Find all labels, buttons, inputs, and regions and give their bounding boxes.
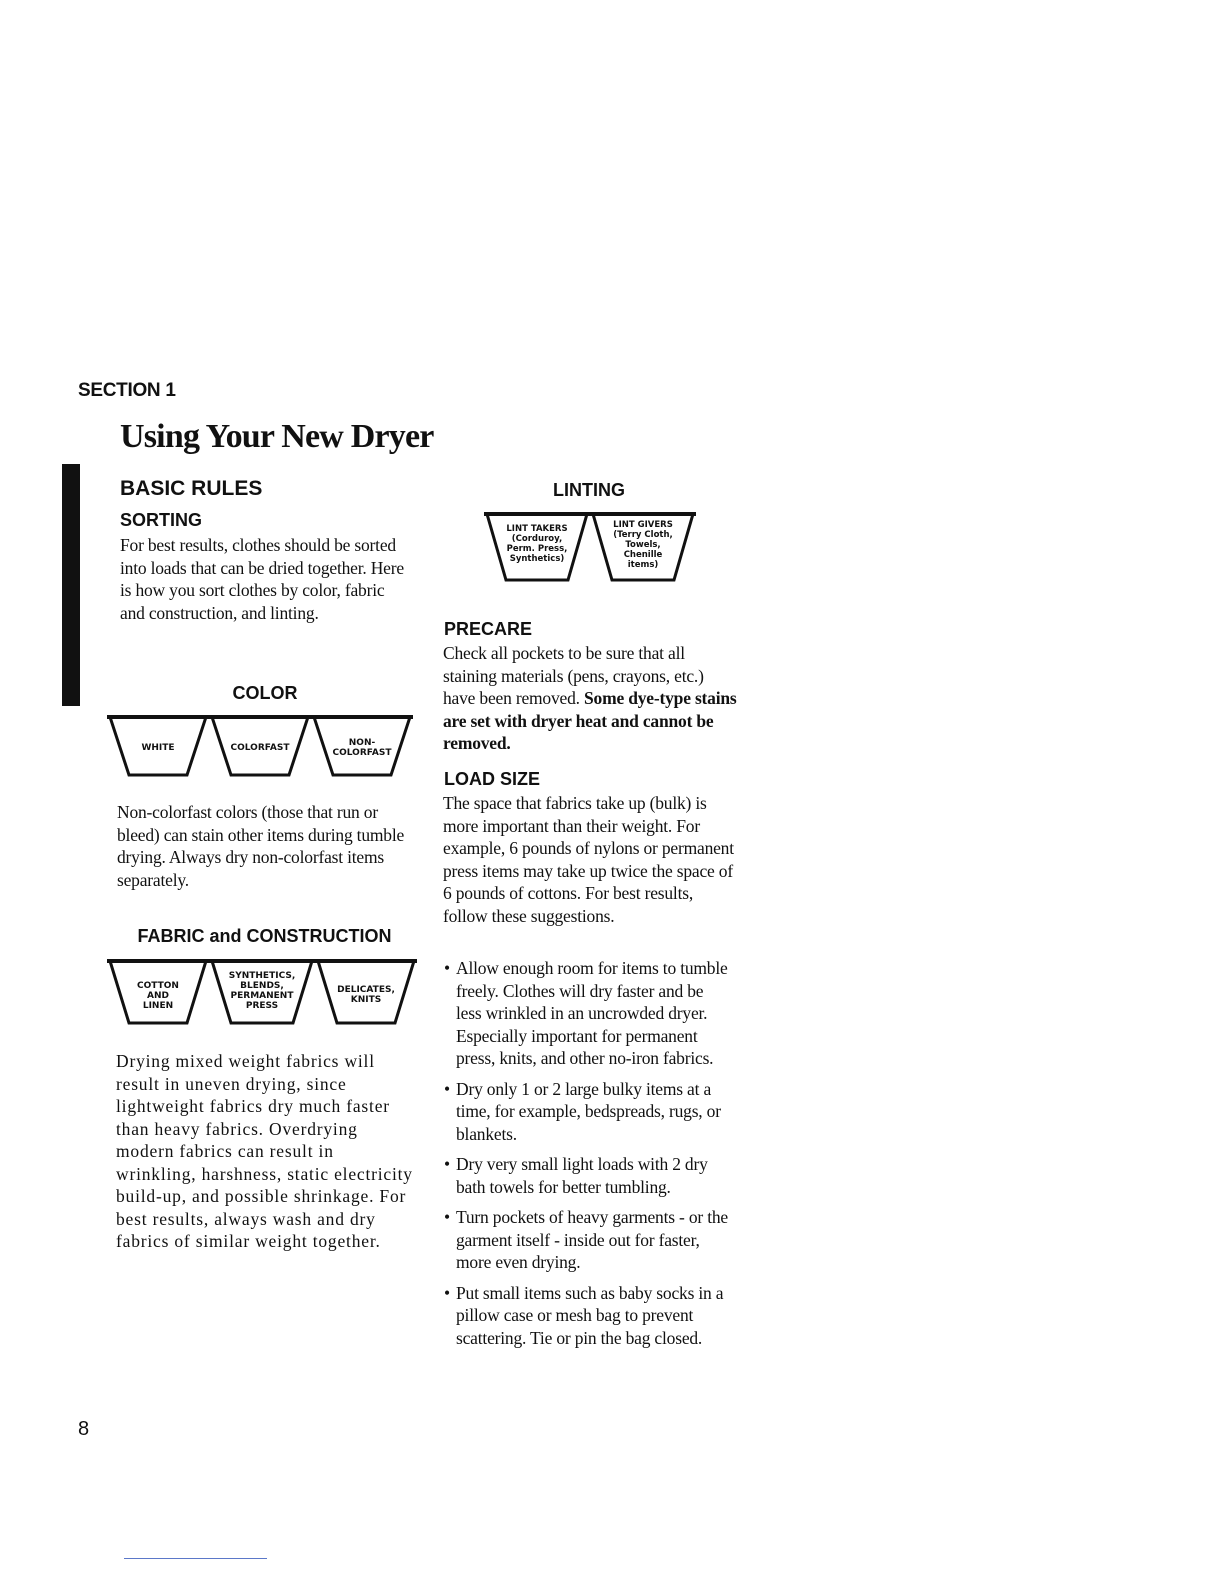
tub-symbol (484, 510, 590, 584)
tub-label-lint-givers: LINT GIVERS (Terry Cloth, Towels, Chenille items) (613, 520, 673, 570)
color-text: Non-colorfast colors (those that run or bleed) can stain other items during tumble drying. Always dry non-colorfast items separately. (117, 802, 405, 890)
precare-heading: PRECARE (444, 619, 533, 639)
page-number: 8 (78, 1418, 90, 1440)
list-item: • Put small items such as baby socks in a pillow case or mesh bag to prevent scattering. Tie or pin the bag closed. (444, 1282, 732, 1350)
tub-symbol (590, 510, 696, 584)
basic-rules-heading: BASIC RULES (120, 477, 263, 500)
tub-label-delicates: DELICATES, KNITS (337, 985, 395, 1005)
color-tubs (107, 713, 413, 779)
load-size-suggestions (444, 957, 732, 1357)
tub-label-lint-takers: LINT TAKERS (Corduroy, Perm. Press, Synthetics) (506, 524, 568, 564)
tub-label-colorfast: COLORFAST (230, 743, 290, 753)
linting-heading: LINTING (553, 480, 625, 500)
linting-tubs (484, 510, 696, 584)
section-tab-marker (62, 464, 80, 706)
tub-symbol (209, 957, 315, 1027)
precare-warning: Some dye-type stains are set with dryer heat and cannot be removed. (443, 688, 737, 753)
tub-label-white: WHITE (141, 743, 175, 753)
color-heading: COLOR (232, 683, 298, 703)
page-title: Using Your New Dryer (120, 418, 434, 455)
tub-symbol (107, 957, 209, 1027)
sorting-text: For best results, clothes should be sorted into loads that can be dried together. Here is how you sort clothes by color, fabric and construction, and linting. (120, 535, 404, 623)
load-size-heading: LOAD SIZE (444, 769, 541, 789)
fabric-text: Drying mixed weight fabrics will result in uneven drying, since lightweight fabrics dry much faster than heavy fabrics. Overdrying modern fabrics can result in wrinkling, harshness, static electricity build-up, and possible shrinkage. For best results, always wash and dry fabrics of similar weight together. (116, 1051, 413, 1251)
tub-symbol (311, 713, 413, 779)
fabric-heading: FABRIC and CONSTRUCTION (137, 926, 392, 946)
tub-symbol (209, 713, 311, 779)
tub-label-cotton-linen: COTTON AND LINEN (137, 981, 179, 1011)
tub-symbol (107, 713, 209, 779)
sorting-heading: SORTING (120, 510, 203, 530)
tub-label-synthetics: SYNTHETICS, BLENDS, PERMANENT PRESS (228, 971, 296, 1011)
tub-symbol (315, 957, 417, 1027)
load-size-text: The space that fabrics take up (bulk) is more important than their weight. For example, 6 pounds of nylons or permanent press items may take up twice the space of 6 pounds of cottons. For best results, follow these suggestions. (443, 793, 734, 926)
list-item: • Allow enough room for items to tumble freely. Clothes will dry faster and be less wrinkled in an uncrowded dryer. Especially important for permanent press, knits, and other no-iron fabrics. (444, 957, 732, 1070)
tub-label-non-colorfast: NON- COLORFAST (332, 738, 392, 758)
fabric-tubs (107, 957, 417, 1027)
footer-rule (124, 1558, 267, 1559)
list-item: • Dry only 1 or 2 large bulky items at a time, for example, bedspreads, rugs, or blankets. (444, 1078, 732, 1146)
list-item: • Turn pockets of heavy garments - or the garment itself - inside out for faster, more even drying. (444, 1206, 732, 1274)
list-item: • Dry very small light loads with 2 dry bath towels for better tumbling. (444, 1153, 732, 1198)
section-label: SECTION 1 (78, 380, 176, 401)
precare-body: Check all pockets to be sure that all staining materials (pens, crayons, etc.) have been removed. (443, 643, 704, 708)
precare-text (443, 642, 738, 755)
